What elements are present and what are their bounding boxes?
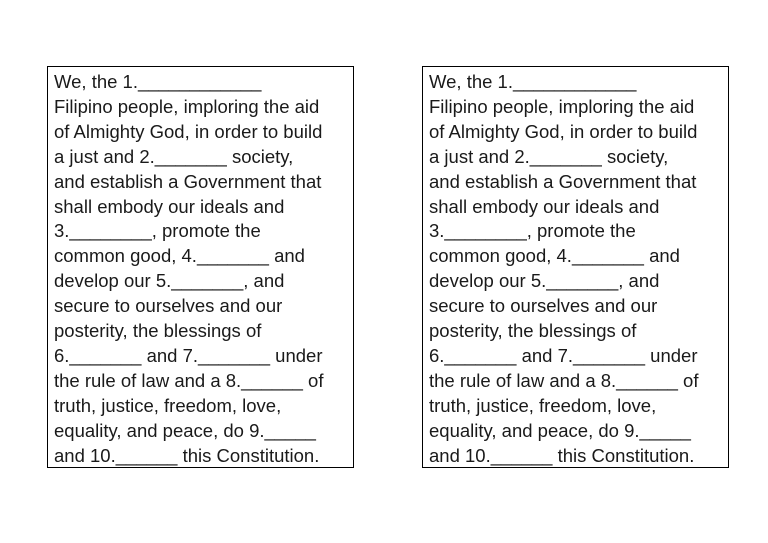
text-line: and establish a Government that — [54, 170, 322, 192]
text-line: a just and 2._______ society, — [429, 145, 669, 167]
text-line: common good, 4._______ and — [429, 245, 680, 267]
text-line: and 10.______ this Constitution. — [429, 444, 695, 466]
text-line: 6._______ and 7._______ under — [429, 344, 698, 366]
text-line: of Almighty God, in order to build — [429, 120, 698, 142]
text-line: and 10.______ this Constitution. — [54, 444, 320, 466]
text-line: equality, and peace, do 9._____ — [429, 419, 691, 441]
text-line: We, the 1.____________ — [54, 71, 262, 92]
text-line: develop our 5._______, and — [429, 270, 660, 292]
text-line: and establish a Government that — [429, 170, 697, 192]
text-line: the rule of law and a 8.______ of — [54, 369, 324, 391]
text-line: common good, 4._______ and — [54, 245, 305, 267]
text-line: of Almighty God, in order to build — [54, 120, 323, 142]
text-line: shall embody our ideals and — [54, 195, 285, 217]
text-line: 3.________, promote the — [429, 220, 636, 242]
text-line: Filipino people, imploring the aid — [54, 95, 320, 117]
text-line: shall embody our ideals and — [429, 195, 660, 217]
text-line: posterity, the blessings of — [54, 320, 262, 342]
text-line: posterity, the blessings of — [429, 320, 637, 342]
text-line: secure to ourselves and our — [429, 295, 658, 317]
text-line: develop our 5._______, and — [54, 270, 285, 292]
text-line: the rule of law and a 8.______ of — [429, 369, 699, 391]
text-line: truth, justice, freedom, love, — [429, 394, 657, 416]
text-line: 6._______ and 7._______ under — [54, 344, 323, 366]
text-line: equality, and peace, do 9._____ — [54, 419, 316, 441]
text-line: We, the 1.____________ — [429, 71, 637, 92]
text-line: 3.________, promote the — [54, 220, 261, 242]
text-line: Filipino people, imploring the aid — [429, 95, 695, 117]
text-line: a just and 2._______ society, — [54, 145, 294, 167]
text-line: secure to ourselves and our — [54, 295, 283, 317]
worksheet-card-right — [422, 66, 729, 468]
worksheet-card-left — [47, 66, 354, 468]
text-line: truth, justice, freedom, love, — [54, 394, 282, 416]
